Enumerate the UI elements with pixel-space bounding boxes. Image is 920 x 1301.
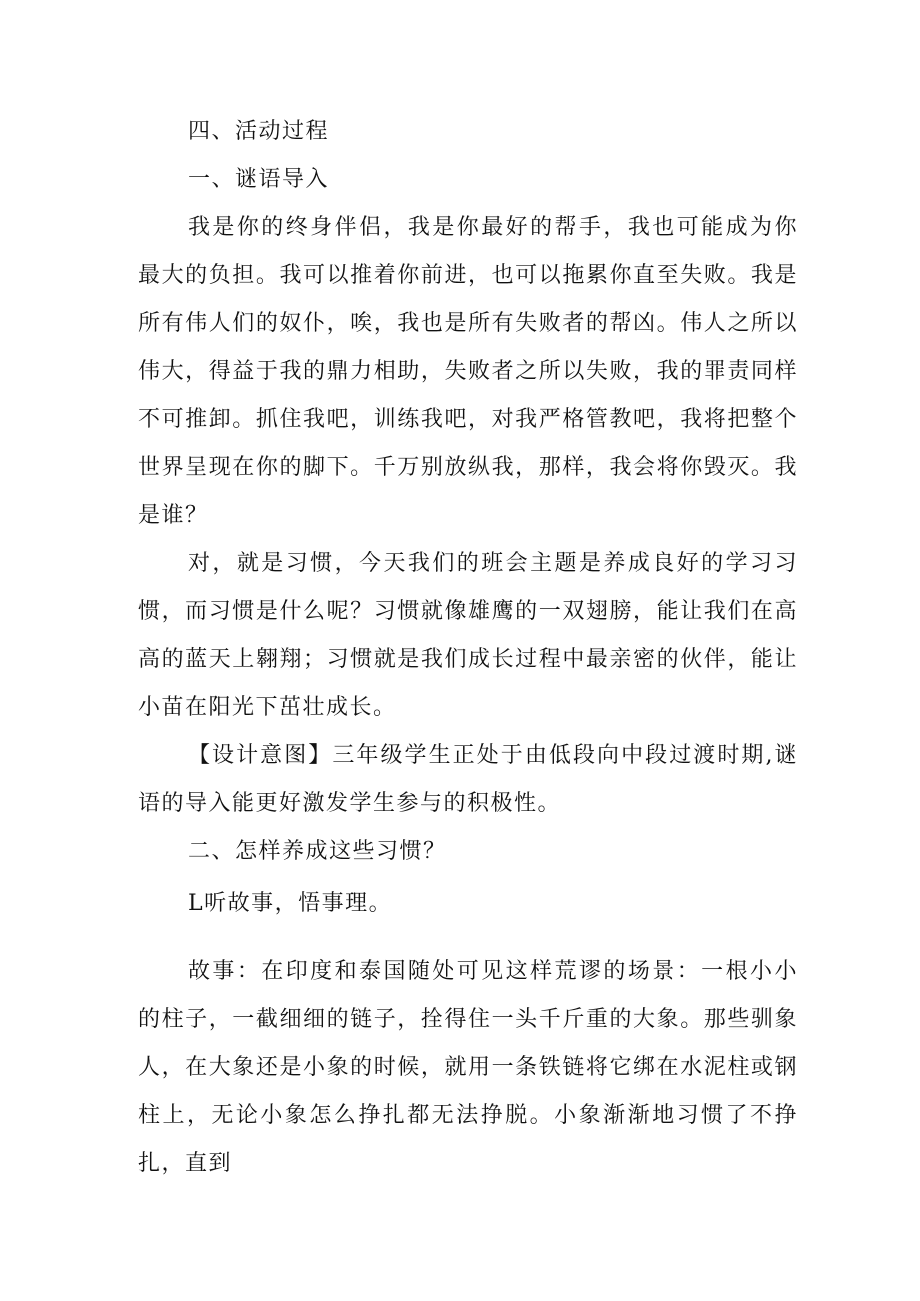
paragraph-riddle: 我是你的终身伴侣，我是你最好的帮手，我也可能成为你最大的负担。我可以推着你前进，也可以拖累你直至失败。我是所有伟人们的奴仆，唉，我也是所有失败者的帮凶。伟人之所以伟大，得益于我的鼎力相助，失败者之所以失败，我的罪责同样不可推卸。抓住我吧，训练我吧，对我严格管教吧，我将把整个世界呈现在你的脚下。千万别放纵我，那样，我会将你毁灭。我是谁？ [138, 215, 798, 528]
paragraph-answer: 对，就是习惯，今天我们的班会主题是养成良好的学习习惯，而习惯是什么呢？习惯就像雄鹰的一双翅膀，能让我们在高高的蓝天上翱翔；习惯就是我们成长过程中最亲密的伙伴，能让小苗在阳光下茁壮成长。 [138, 551, 798, 720]
paragraph-story: 故事：在印度和泰国随处可见这样荒谬的场景：一根小小的柱子，一截细细的链子，拴得住一头千斤重的大象。那些驯象人，在大象还是小象的时候，就用一条铁链将它绑在水泥柱或钢柱上，无论小象怎么挣扎都无法挣脱。小象渐渐地习惯了不挣扎，直到 [138, 959, 798, 1176]
subheading-riddle: 一、谜语导入 [188, 167, 330, 192]
paragraph-design-intent: 【设计意图】三年级学生正处于由低段向中段过渡时期,谜语的导入能更好激发学生参与的积极性。 [138, 743, 798, 816]
section-heading: 四、活动过程 [188, 119, 330, 144]
subheading-how: 二、怎样养成这些习惯？ [188, 839, 447, 864]
subheading-story: L听故事，悟事理。 [188, 891, 393, 916]
